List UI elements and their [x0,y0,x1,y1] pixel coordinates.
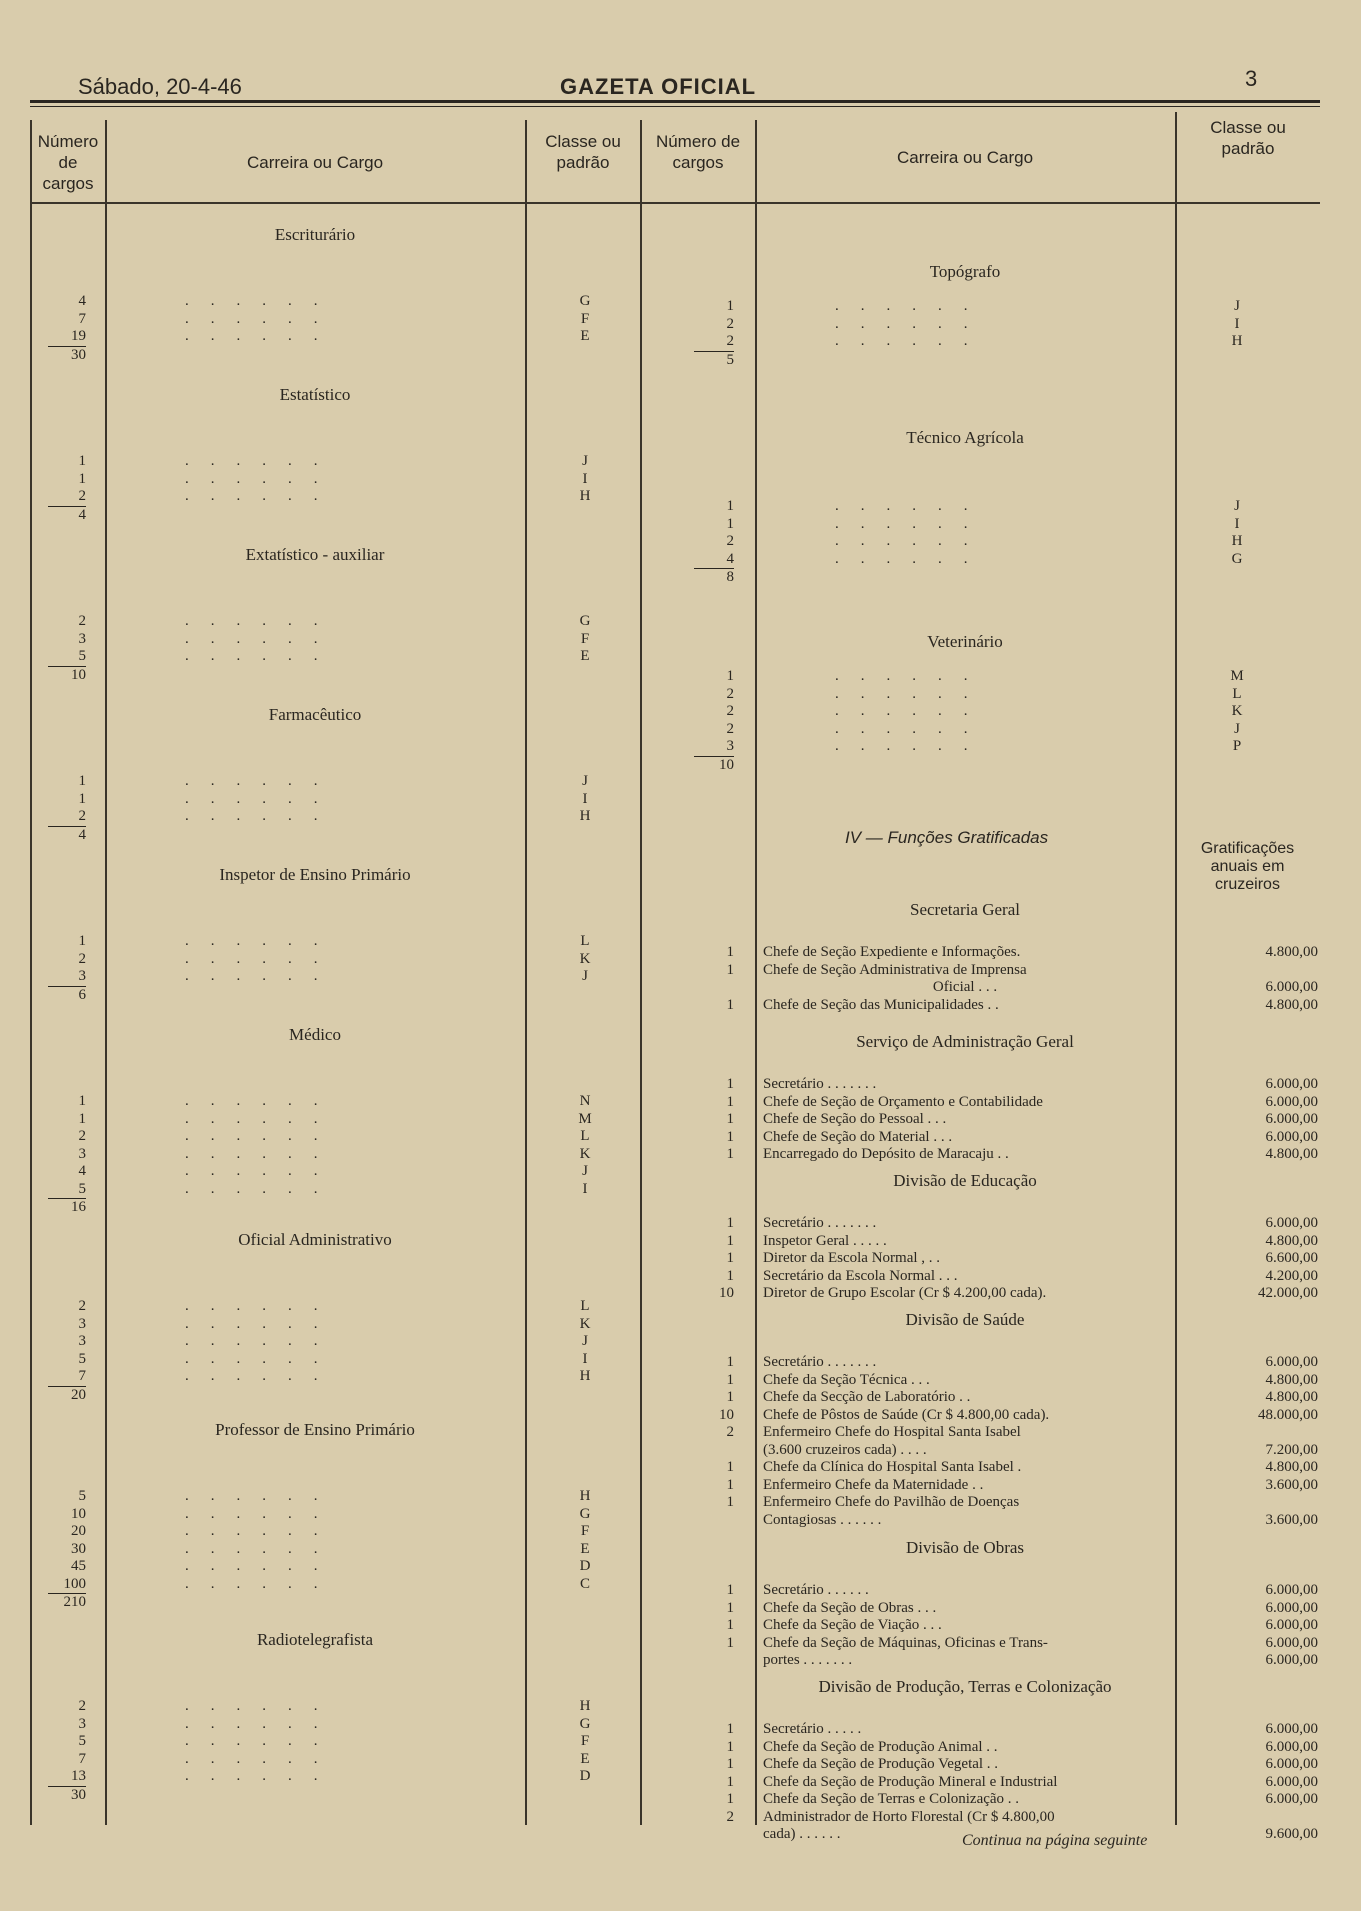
classe-letter: I [582,790,588,807]
funcao-count: 1 [726,1250,734,1266]
col-header-numero-right: Número de cargos [655,132,741,172]
gratificacao-value: 6.000,00 [1265,1791,1318,1807]
funcao-count: 1 [726,1634,734,1651]
funcao-description: Chefe da Seção de Terras e Colonização . . [763,1791,1020,1807]
leader-dots: ...... [835,685,990,702]
funcao-description: Chefe da Seção de Máquinas, Oficinas e Trans- [763,1634,1048,1651]
gratificacao-value: 3.600,00 [1265,1476,1318,1493]
cargo-count: 1 [726,668,734,684]
classe-letter: J [582,1163,588,1179]
funcao-description: Chefe de Seção das Municipalidades . . [763,996,999,1013]
funcao-count: 2 [726,1808,734,1825]
gratificacao-value: 42.000,00 [1258,1285,1318,1301]
leader-dots: ...... [185,808,340,824]
cargo-count: 1 [726,515,734,532]
classe-letter: D [579,1558,591,1574]
funcao-count: 10 [719,1285,734,1301]
leader-dots: ...... [185,630,340,647]
classe-letter: F [580,630,590,647]
gratificacao-value: 6.000,00 [1265,1617,1318,1633]
funcao-description: portes . . . . . . . [763,1652,853,1668]
funcao-description: Secretário . . . . . . . [763,1354,877,1370]
cargo-count: 30 [71,1540,86,1557]
col-divider [30,120,32,1825]
cargo-count: 3 [78,1715,86,1732]
section-title: Divisão de Educação [893,1171,1037,1190]
funcao-count: 1 [726,1128,734,1145]
funcao-count: 1 [726,1738,734,1755]
gratificacao-value: 4.800,00 [1265,1232,1318,1249]
cargo-count: 1 [726,498,734,514]
gratificacao-value: 9.600,00 [1265,1826,1318,1842]
cargo-count: 2 [726,333,734,349]
continued-note: Continua na página seguinte [962,1832,1148,1849]
gratificacao-value: 4.800,00 [1265,1146,1318,1162]
gratificacao-value: 6.000,00 [1265,1773,1318,1790]
classe-letter: I [1234,315,1240,332]
gratificacao-value: 6.000,00 [1265,1128,1318,1145]
funcao-count: 1 [726,944,734,960]
cargo-count: 2 [78,1698,86,1714]
cargo-count: 20 [71,1523,86,1539]
leader-dots: ...... [835,533,990,549]
funcao-description: Chefe da Seção de Produção Mineral e Industrial [763,1773,1058,1790]
gratificacao-value: 4.800,00 [1265,1389,1318,1405]
classe-letter: J [1234,720,1240,737]
career-name: Farmacêutico [268,705,362,724]
career-name: Topógrafo [929,262,1001,281]
col-header-carreira: Carreira ou Cargo [246,153,384,172]
funcao-count: 1 [726,1076,734,1092]
classe-letter: H [579,488,591,504]
career-name: Radiotelegrafista [256,1630,374,1649]
cargo-count: 2 [726,315,734,332]
funcao-description: Secretário . . . . . . [763,1582,869,1598]
funcao-count: 1 [726,1791,734,1807]
career-name: Inspetor de Ensino Primário [219,865,411,884]
cargo-count: 1 [726,298,734,314]
leader-dots: ...... [185,310,340,327]
cargo-count: 3 [78,1145,86,1162]
leader-dots: ...... [185,1298,340,1314]
leader-dots: ...... [835,333,990,349]
cargo-total: 5 [694,351,734,369]
header-title: GAZETA OFICIAL [560,74,757,99]
cargo-count: 3 [78,1315,86,1332]
funcao-count: 1 [726,1617,734,1633]
career-name: Estatístico [279,385,351,404]
col-divider [640,120,642,1825]
funcao-description: Chefe de Seção Expediente e Informações. [763,944,1021,960]
funcao-description: cada) . . . . . . [763,1826,841,1842]
funcao-description: Enfermeiro Chefe do Hospital Santa Isabel [763,1424,1021,1440]
gratificacao-value: 6.000,00 [1265,1111,1318,1127]
classe-letter: M [1230,668,1244,684]
leader-dots: ...... [185,1505,340,1522]
gratificacao-value: 6.000,00 [1265,979,1318,995]
col-header-numero: Número de cargos [37,132,99,193]
classe-letter: G [1231,550,1243,567]
cargo-count: 5 [78,1180,86,1197]
cargo-count: 2 [78,488,86,504]
cargo-count: 2 [78,808,86,824]
leader-dots: ...... [185,950,340,967]
funcao-description: Secretário . . . . . . . [763,1215,877,1231]
leader-dots: ...... [185,1163,340,1179]
classe-letter: J [582,773,588,789]
cargo-total: 8 [694,568,734,586]
funcao-count: 1 [726,1476,734,1493]
col-divider [755,120,757,1825]
funcao-description: Chefe de Seção do Pessoal . . . [763,1111,947,1127]
leader-dots: ...... [835,298,990,314]
cargo-count: 13 [71,1768,86,1784]
funcao-count: 1 [726,1354,734,1370]
section-title: Serviço de Administração Geral [856,1032,1074,1051]
leader-dots: ...... [185,488,340,504]
cargo-count: 5 [78,1350,86,1367]
funcao-description: Chefe da Seção de Produção Animal . . [763,1738,998,1755]
funcao-description: Chefe de Seção Administrativa de Imprensa [763,961,1027,978]
cargo-count: 2 [78,950,86,967]
cargo-count: 2 [726,533,734,549]
funcao-description: Encarregado do Depósito de Maracaju . . [763,1146,1009,1162]
gratificacao-value: 6.000,00 [1265,1756,1318,1772]
funcao-description: Secretário . . . . . [763,1721,862,1737]
cargo-count: 1 [78,933,86,949]
leader-dots: ...... [185,1128,340,1144]
cargo-count: 1 [78,773,86,789]
leader-dots: ...... [185,1575,340,1592]
career-name: Escriturário [274,225,356,244]
gratificacao-value: 6.000,00 [1265,1582,1318,1598]
gratificacao-value: 6.000,00 [1265,1721,1318,1737]
classe-letter: L [580,933,590,949]
classe-letter: H [579,808,591,824]
leader-dots: ...... [185,1715,340,1732]
page-number: 3 [1245,66,1258,91]
cargo-count: 3 [78,968,86,984]
gratificacao-value: 4.800,00 [1265,1459,1318,1475]
funcao-count: 1 [726,1721,734,1737]
leader-dots: ...... [185,1733,340,1749]
leader-dots: ...... [185,1768,340,1784]
cargo-count: 1 [78,1110,86,1127]
classe-letter: J [582,1333,588,1349]
classe-letter: H [579,1368,591,1384]
cargo-total: 30 [48,346,86,364]
funcao-description: Chefe de Seção de Orçamento e Contabilidade [763,1093,1043,1110]
classe-letter: H [579,1698,591,1714]
funcao-count: 1 [726,961,734,978]
cargo-count: 1 [78,1093,86,1109]
section-title: Divisão de Produção, Terras e Colonização [818,1677,1112,1696]
leader-dots: ...... [185,1315,340,1332]
cargo-count: 7 [78,1368,86,1384]
cargo-count: 7 [78,310,86,327]
classe-letter: J [1234,498,1240,514]
section-title: Divisão de Obras [905,1538,1025,1557]
cargo-total: 30 [48,1786,86,1804]
cargo-total: 6 [48,986,86,1004]
funcao-description: Enfermeiro Chefe da Maternidade . . [763,1476,984,1493]
funcao-description: Secretário . . . . . . . [763,1076,877,1092]
leader-dots: ...... [835,720,990,737]
funcao-count: 1 [726,1215,734,1231]
header-rule-thin [30,106,1320,107]
grat-header: Gratificações anuais em cruzeiros [1200,840,1295,893]
gratificacao-value: 6.000,00 [1265,1076,1318,1092]
cargo-count: 3 [78,1333,86,1349]
cargo-count: 19 [71,328,86,344]
classe-letter: M [578,1110,592,1127]
leader-dots: ...... [185,328,340,344]
leader-dots: ...... [185,1523,340,1539]
cargo-count: 2 [78,613,86,629]
funcao-description: Chefe da Seção de Viação . . . [763,1617,942,1633]
classe-letter: C [579,1575,590,1592]
classe-letter: H [579,1488,591,1504]
cargo-total: 210 [48,1593,86,1611]
header-bottom-line [30,202,1320,204]
funcao-count: 1 [726,1111,734,1127]
cargo-count: 2 [726,720,734,737]
classe-letter: D [579,1768,591,1784]
career-name: Médico [289,1025,341,1044]
career-name: Veterinário [927,632,1003,651]
leader-dots: ...... [185,1558,340,1574]
gratificacao-value: 6.000,00 [1265,1634,1318,1651]
classe-letter: K [579,1315,591,1332]
gratificacao-value: 6.000,00 [1265,1652,1318,1668]
cargo-count: 1 [78,470,86,487]
leader-dots: ...... [185,1350,340,1367]
leader-dots: ...... [835,515,990,532]
classe-letter: E [580,328,590,344]
col-header-classe: Classe ou padrão [545,132,621,172]
career-name: Técnico Agrícola [906,428,1024,447]
gratificacao-value: 6.000,00 [1265,1093,1318,1110]
cargo-count: 5 [78,648,86,664]
funcao-description: Chefe de Seção do Material . . . [763,1128,953,1145]
leader-dots: ...... [185,293,340,309]
leader-dots: ...... [185,470,340,487]
gratificacao-value: 4.200,00 [1265,1267,1318,1284]
leader-dots: ...... [185,613,340,629]
classe-letter: F [580,1733,590,1749]
funcao-count: 1 [726,1773,734,1790]
classe-letter: K [579,1145,591,1162]
funcao-description: Secretário da Escola Normal . . . [763,1267,958,1284]
funcao-description: Diretor de Grupo Escolar (Cr $ 4.200,00 cada). [763,1285,1047,1301]
leader-dots: ...... [835,738,990,754]
cargo-count: 2 [726,685,734,702]
classe-letter: I [582,1180,588,1197]
funcao-count: 1 [726,1371,734,1388]
classe-letter: L [580,1298,590,1314]
classe-letter: I [1234,515,1240,532]
section-title: Divisão de Saúde [905,1310,1025,1329]
funcao-count: 1 [726,996,734,1013]
funcao-description: Contagiosas . . . . . . [763,1511,882,1528]
classe-letter: I [582,1350,588,1367]
leader-dots: ...... [185,1540,340,1557]
gratificacao-value: 4.800,00 [1265,944,1318,960]
career-name: Oficial Administrativo [238,1230,392,1249]
leader-dots: ...... [185,453,340,469]
gratificacao-value: 4.800,00 [1265,996,1318,1013]
leader-dots: ...... [835,315,990,332]
leader-dots: ...... [835,550,990,567]
classe-letter: F [580,310,590,327]
header-date: Sábado, 20-4-46 [78,74,242,99]
leader-dots: ...... [185,1110,340,1127]
funcao-count: 1 [726,1146,734,1162]
funcao-description: Enfermeiro Chefe do Pavilhão de Doenças [763,1494,1020,1510]
classe-letter: J [582,453,588,469]
funcao-description: Inspetor Geral . . . . . [763,1232,887,1249]
leader-dots: ...... [185,773,340,789]
col-divider [1175,112,1177,1825]
funcao-description: Chefe da Secção de Laboratório . . [763,1389,971,1405]
leader-dots: ...... [185,1488,340,1504]
leader-dots: ...... [185,1145,340,1162]
leader-dots: ...... [185,1093,340,1109]
section-title: Secretaria Geral [910,900,1020,919]
cargo-count: 100 [63,1575,86,1592]
classe-letter: G [579,293,591,309]
col-divider [105,120,107,1825]
leader-dots: ...... [835,498,990,514]
funcao-count: 1 [726,1494,734,1510]
classe-letter: J [582,968,588,984]
leader-dots: ...... [185,1698,340,1714]
leader-dots: ...... [185,1180,340,1197]
funcao-description: Diretor da Escola Normal , . . [763,1250,941,1266]
leader-dots: ...... [185,1368,340,1384]
cargo-count: 3 [78,630,86,647]
cargo-count: 5 [78,1488,86,1504]
cargo-count: 4 [78,293,86,309]
cargo-count: 1 [78,453,86,469]
cargo-count: 4 [78,1163,86,1179]
classe-letter: N [579,1093,591,1109]
col-header-carreira-right: Carreira ou Cargo [896,148,1034,167]
gratificacao-value: 3.600,00 [1265,1511,1318,1528]
classe-letter: I [582,470,588,487]
classe-letter: J [1234,298,1240,314]
classe-letter: G [579,1715,591,1732]
funcao-count: 1 [726,1599,734,1616]
classe-letter: E [580,648,590,664]
gratificacao-value: 6.000,00 [1265,1738,1318,1755]
classe-letter: L [580,1128,590,1144]
career-name: Professor de Ensino Primário [215,1420,415,1439]
gratificacao-value: 48.000,00 [1258,1406,1318,1423]
leader-dots: ...... [185,968,340,984]
col-header-classe-right: Classe ou padrão [1210,118,1286,158]
funcao-description: Chefe da Seção Técnica . . . [763,1371,930,1388]
funcao-count: 1 [726,1389,734,1405]
funcao-description: (3.600 cruzeiros cada) . . . . [763,1441,927,1458]
classe-letter: G [579,613,591,629]
gratificacao-value: 6.000,00 [1265,1215,1318,1231]
funcao-description: Oficial . . . [932,979,998,995]
funcao-count: 1 [726,1756,734,1772]
funcoes-title: IV — Funções Gratificadas [845,828,1049,847]
leader-dots: ...... [185,1333,340,1349]
leader-dots: ...... [835,703,990,719]
funcao-count: 1 [726,1093,734,1110]
funcao-description: Chefe da Clínica do Hospital Santa Isabel . [763,1459,1022,1475]
funcao-description: Chefe da Seção de Produção Vegetal . . [763,1756,999,1772]
cargo-count: 2 [78,1128,86,1144]
gratificacao-value: 6.600,00 [1265,1250,1318,1266]
classe-letter: F [580,1523,590,1539]
leader-dots: ...... [835,668,990,684]
career-name: Extatístico - auxiliar [245,545,385,564]
cargo-count: 2 [78,1298,86,1314]
cargo-count: 3 [726,738,734,754]
classe-letter: K [579,950,591,967]
gratificacao-value: 6.000,00 [1265,1599,1318,1616]
funcao-count: 1 [726,1267,734,1284]
funcao-description: Chefe da Seção de Obras . . . [763,1599,937,1616]
cargo-count: 1 [78,790,86,807]
classe-letter: H [1231,333,1243,349]
classe-letter: G [579,1505,591,1522]
classe-letter: H [1231,533,1243,549]
cargo-total: 4 [48,506,86,524]
cargo-count: 5 [78,1733,86,1749]
cargo-total: 20 [48,1386,86,1404]
funcao-count: 1 [726,1459,734,1475]
classe-letter: L [1232,685,1242,702]
cargo-count: 4 [726,550,734,567]
leader-dots: ...... [185,790,340,807]
gratificacao-value: 6.000,00 [1265,1354,1318,1370]
header-rule [30,100,1320,103]
cargo-count: 2 [726,703,734,719]
gratificacao-value: 7.200,00 [1265,1441,1318,1458]
leader-dots: ...... [185,1750,340,1767]
classe-letter: K [1231,703,1243,719]
classe-letter: P [1232,738,1242,754]
cargo-total: 10 [48,666,86,684]
funcao-count: 10 [719,1406,734,1423]
classe-letter: E [580,1750,590,1767]
funcao-count: 1 [726,1232,734,1249]
funcao-count: 2 [726,1424,734,1440]
cargo-total: 4 [48,826,86,844]
funcao-description: Administrador de Horto Florestal (Cr $ 4.800,00 [763,1808,1055,1825]
cargo-count: 10 [71,1505,86,1522]
leader-dots: ...... [185,648,340,664]
cargo-count: 7 [78,1750,86,1767]
funcao-count: 1 [726,1582,734,1598]
cargo-total: 16 [48,1198,86,1216]
gratificacao-value: 4.800,00 [1265,1371,1318,1388]
col-divider [525,120,527,1825]
leader-dots: ...... [185,933,340,949]
classe-letter: E [580,1540,590,1557]
cargo-count: 45 [71,1558,86,1574]
funcao-description: Chefe de Pôstos de Saúde (Cr $ 4.800,00 cada). [763,1406,1050,1423]
cargo-total: 10 [694,756,734,774]
